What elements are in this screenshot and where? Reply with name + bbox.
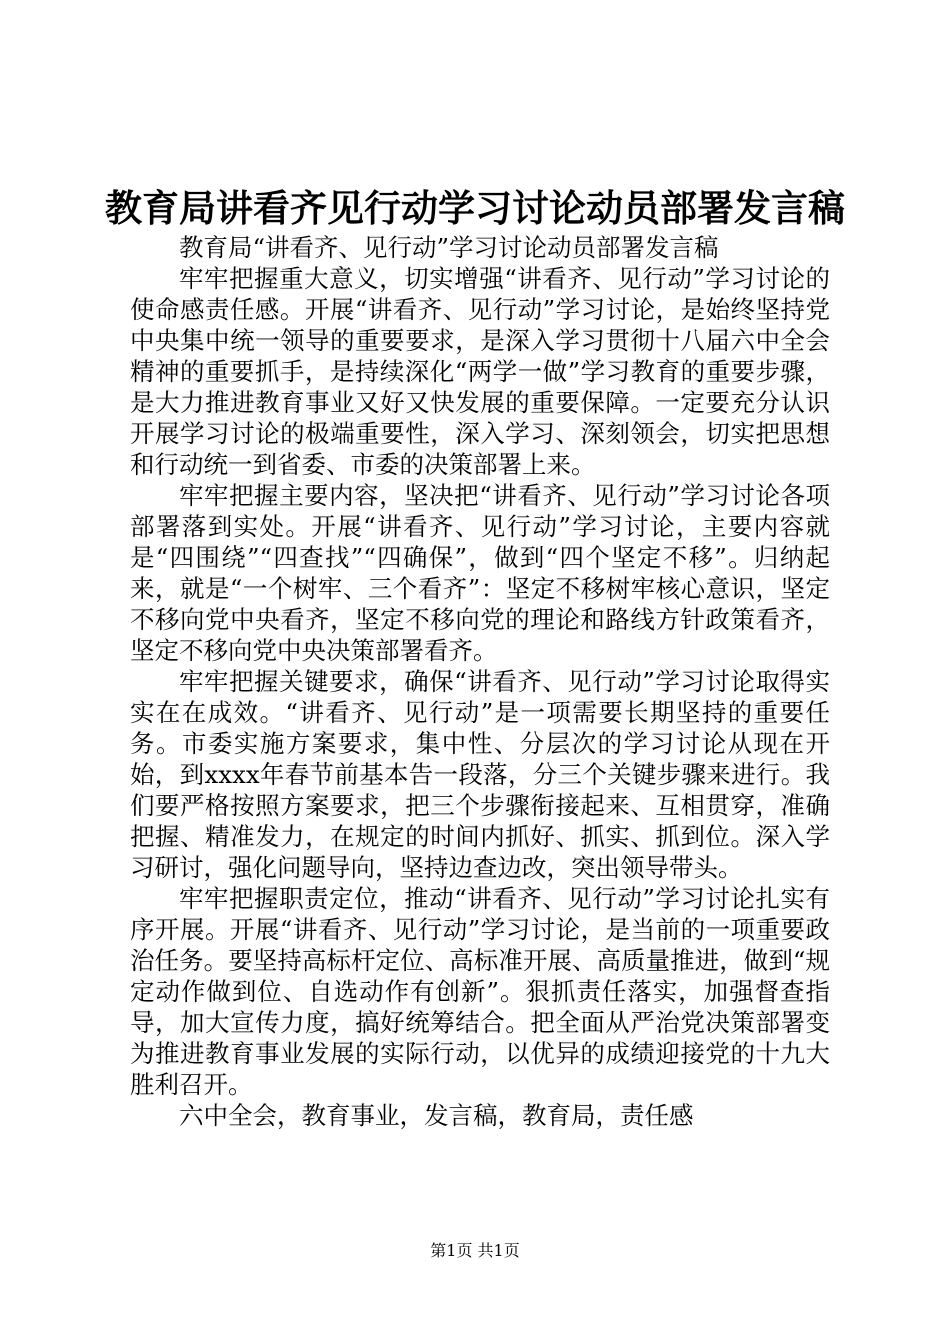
document-body xyxy=(130,232,830,1131)
page-number-footer: 第1页 共1页 xyxy=(430,1241,520,1260)
paragraph-significance: 牢牢把握重大意义，切实增强“讲看齐、见行动”学习讨论的使命感责任感。开展“讲看齐、见行动”学习讨论，是始终坚持党中央集中统一领导的重要要求，是深入学习贯彻十八届六中全会精神的重要抓手，是持续深化“两学一做”学习教育的重要步骤，是大力推进教育事业又好又快发展的重要保障。一定要充分认识开展学习讨论的极端重要性，深入学习、深刻领会，切实把思想和行动统一到省委、市委的决策部署上来。 xyxy=(130,264,830,479)
paragraph-subtitle: 教育局“讲看齐、见行动”学习讨论动员部署发言稿 xyxy=(179,233,719,262)
paragraph-main-content: 牢牢把握主要内容，坚决把“讲看齐、见行动”学习讨论各项部署落到实处。开展“讲看齐、见行动”学习讨论，主要内容就是“四围绕”“四查找”“四确保”，做到“四个坚定不移”。归纳起来，就是“一个树牢、三个看齐”：坚定不移树牢核心意识，坚定不移向党中央看齐，坚定不移向党的理论和路线方针政策看齐，坚定不移向党中央决策部署看齐。 xyxy=(130,481,830,665)
paragraph-keywords: 六中全会，教育事业，发言稿，教育局，责任感 xyxy=(179,1101,694,1130)
paragraph-key-requirements: 牢牢把握关键要求，确保“讲看齐、见行动”学习讨论取得实实在在成效。“讲看齐、见行动”是一项需要长期坚持的重要任务。市委实施方案要求，集中性、分层次的学习讨论从现在开始，到xxxx年春节前基本告一段落，分三个关键步骤来进行。我们要严格按照方案要求，把三个步骤衔接起来、互相贯穿，准确把握、精准发力，在规定的时间内抓好、抓实、抓到位。深入学习研讨，强化问题导向，坚持边查边改，突出领导带头。 xyxy=(130,667,830,882)
paragraph-responsibilities: 牢牢把握职责定位，推动“讲看齐、见行动”学习讨论扎实有序开展。开展“讲看齐、见行动”学习讨论，是当前的一项重要政治任务。要坚持高标杆定位、高标准开展、高质量推进，做到“规定动作做到位、自选动作有创新”。狠抓责任落实，加强督查指导，加大宣传力度，搞好统筹结合。把全面从严治党决策部署变为推进教育事业发展的实际行动，以优异的成绩迎接党的十九大胜利召开。 xyxy=(130,884,830,1099)
document-title: 教育局讲看齐见行动学习讨论动员部署发言稿 xyxy=(105,186,845,230)
